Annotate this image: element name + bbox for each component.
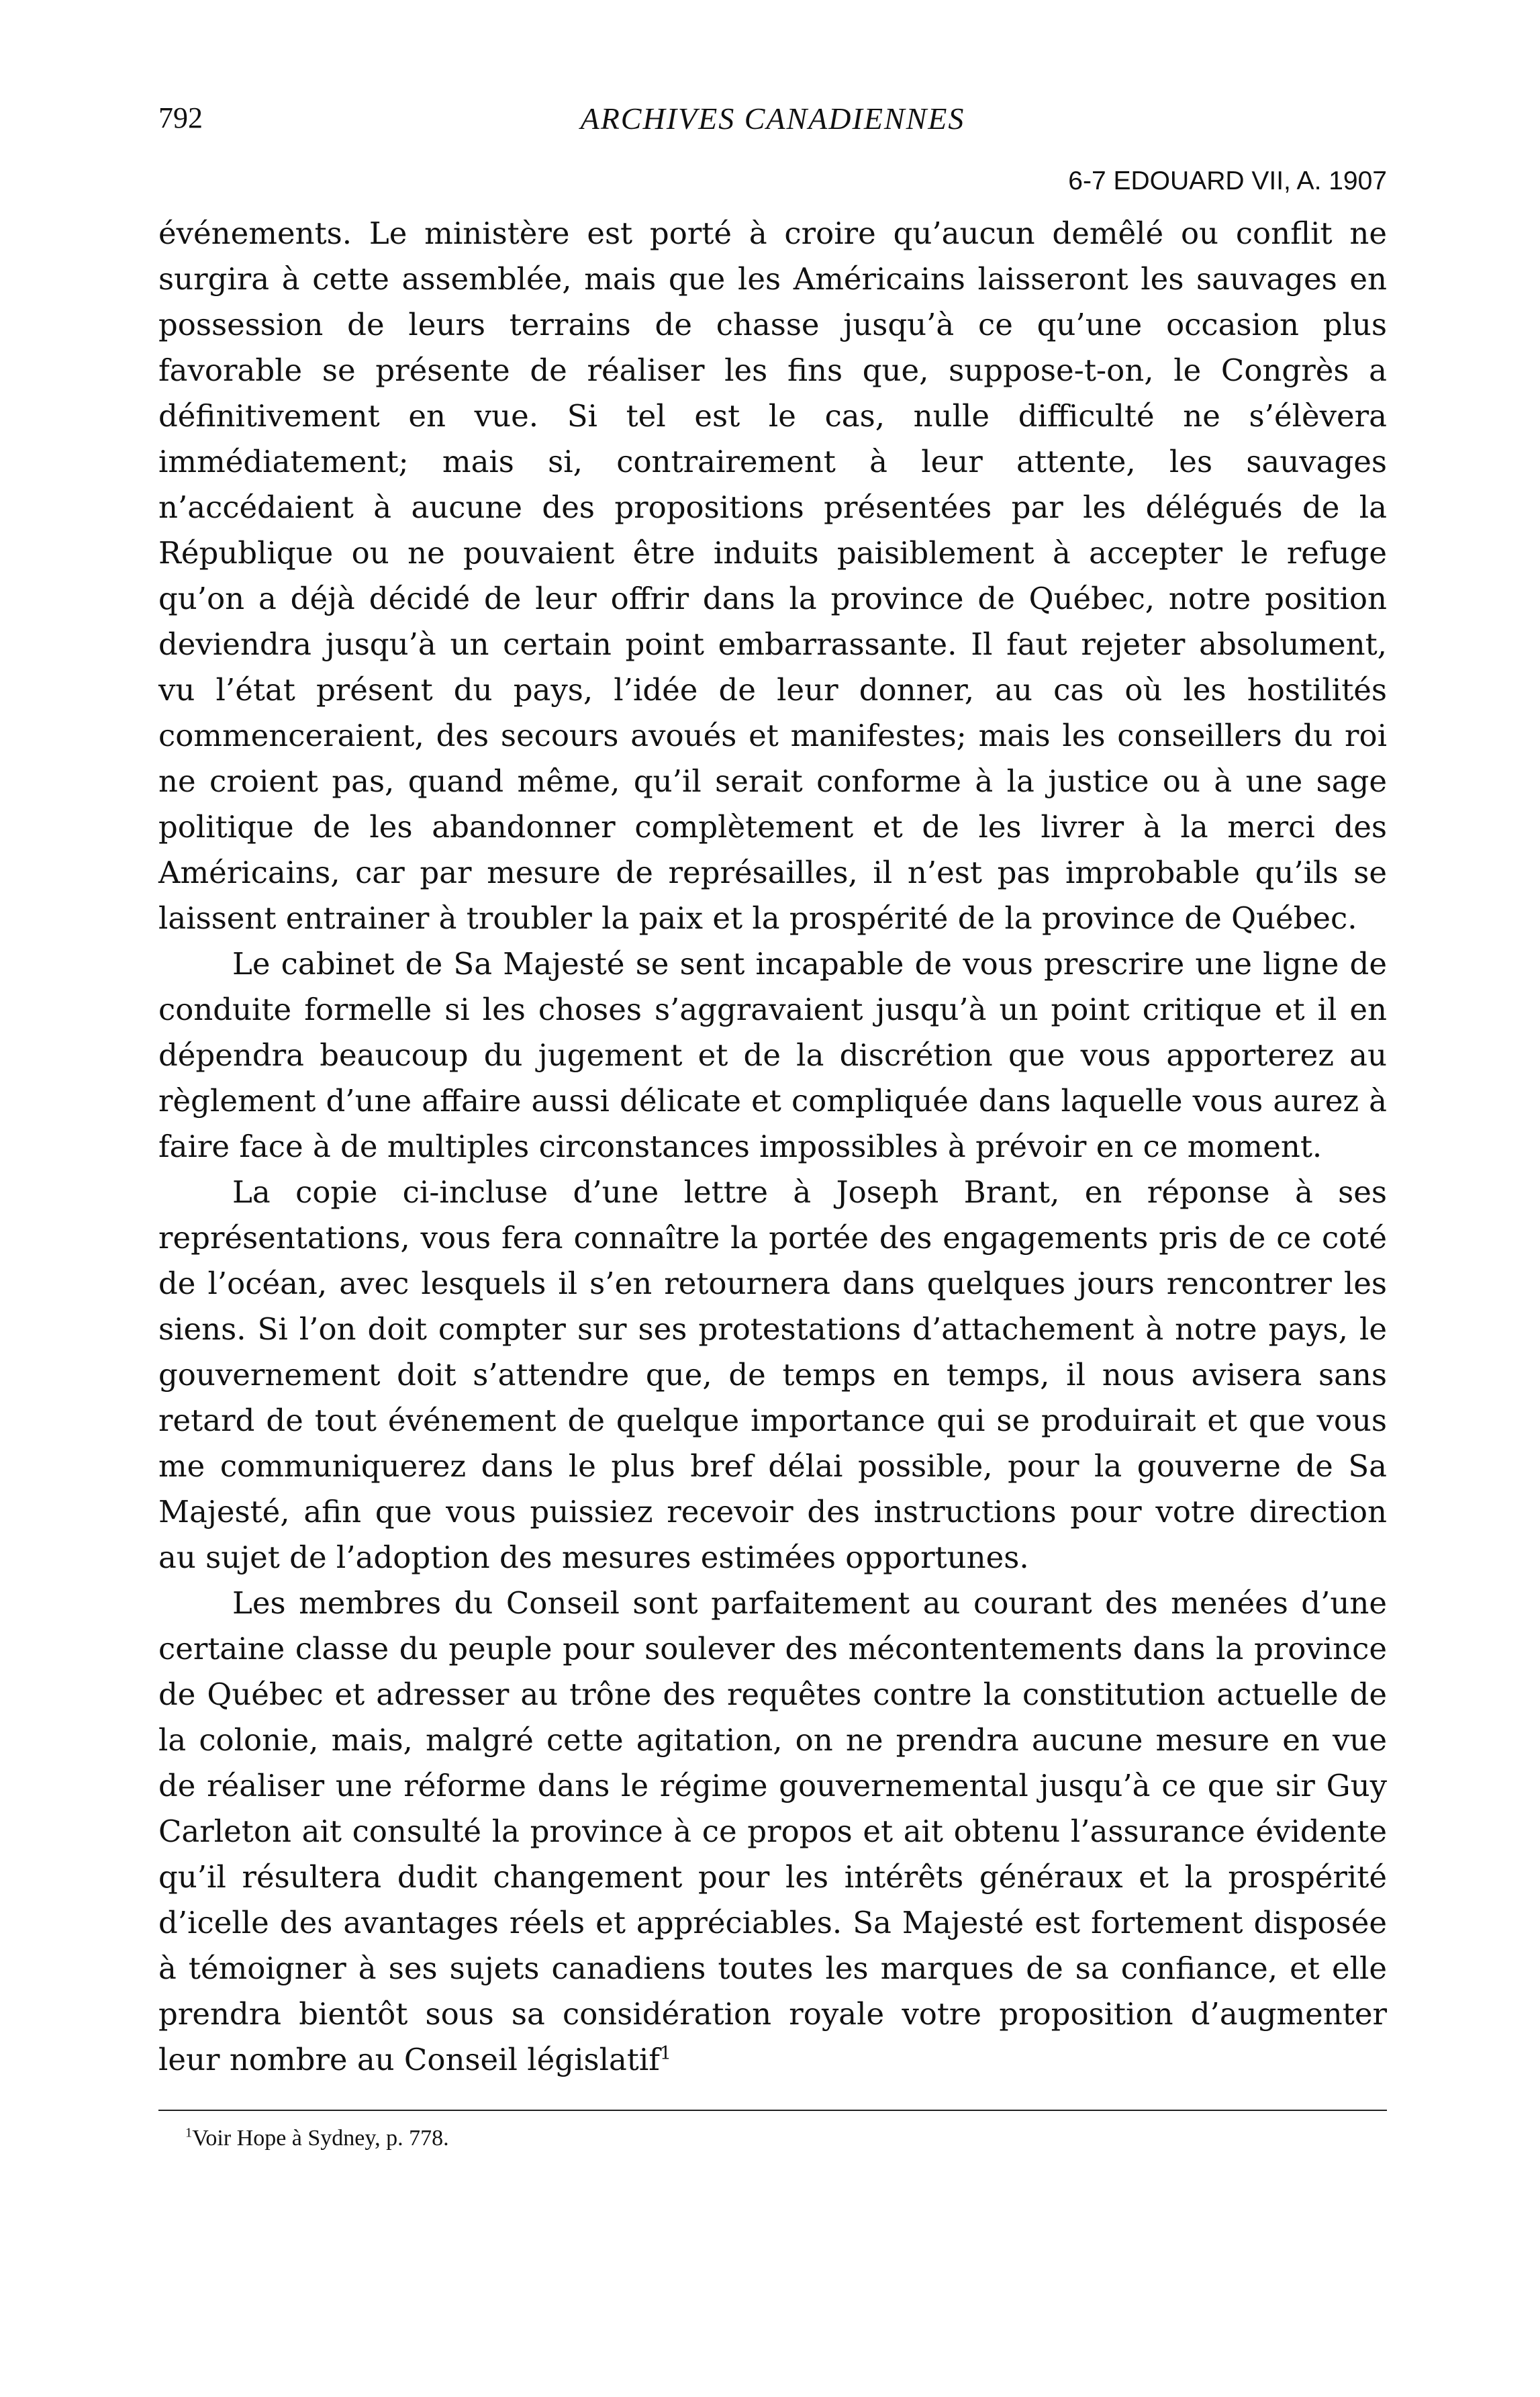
footnote-reference: 1 <box>659 2043 672 2064</box>
paragraph: La copie ci-incluse d’une lettre à Joseph Brant, en réponse à ses représentations, vous fera connaître la portée des engagements pris de ce coté de l’océan, avec lesquels il s’en retournera dans quelques jours rencontrer les siens. Si l’on doit compter sur ses protestations d’attachement à notre pays, le gouvernement doit s’attendre que, de temps en temps, il nous avisera sans retard de tout événement de quelque importance qui se produirait et que vous me communiquerez dans le plus bref délai possible, pour la gouverne de Sa Majesté, afin que vous puissiez recevoir des instructions pour votre direction au sujet de l’adoption des mesures estimées opportunes. <box>158 1174 1387 1575</box>
paragraph <box>158 1581 1387 2083</box>
page-header <box>158 101 1387 141</box>
footnote <box>158 2126 1387 2151</box>
footnote-divider <box>158 2110 1387 2111</box>
page-number: 792 <box>158 101 203 134</box>
footnote-marker: 1 <box>185 2125 193 2141</box>
running-title: ARCHIVES CANADIENNES <box>580 101 965 136</box>
session-label: 6-7 EDOUARD VII, A. 1907 <box>1068 167 1387 195</box>
paragraph: Le cabinet de Sa Majesté se sent incapable de vous prescrire une ligne de conduite formelle si les choses s’aggravaient jusqu’à un point critique et il en dépendra beaucoup du jugement et de la discrétion que vous apporterez au règlement d’une affaire aussi délicate et compliquée dans laquelle vous aurez à faire face à de multiples circonstances impossibles à prévoir en ce moment. <box>158 946 1387 1164</box>
page <box>158 101 1387 2151</box>
paragraph-text: Les membres du Conseil sont parfaitement au courant des menées d’une certaine classe du peuple pour soulever des mécontentements dans la province de Québec et adresser au trône des requêtes contre la constitution actuelle de la colonie, mais, malgré cette agitation, on ne prendra aucune mesure en vue de réaliser une réforme dans le régime gouvernemental jusqu’à ce que sir Guy Carleton ait consulté la province à ce propos et ait obtenu l’assurance évidente qu’il résultera dudit changement pour les intérêts généraux et la prospérité d’icelle des avantages réels et appréciables. Sa Majesté est fortement disposée à témoigner à ses sujets canadiens toutes les marques de sa confiance, et elle prendra bientôt sous sa considération royale votre proposition d’augmenter leur nombre au Conseil législatif <box>158 1585 1387 2077</box>
footnote-text: Voir Hope à Sydney, p. 778. <box>192 2126 449 2151</box>
paragraph: événements. Le ministère est porté à croire qu’aucun demêlé ou conflit ne surgira à cette assemblée, mais que les Américains laisseront les sauvages en possession de leurs terrains de chasse jusqu’à ce qu’une occasion plus favorable se présente de réaliser les fins que, suppose-t-on, le Congrès a définitivement en vue. Si tel est le cas, nulle difficulté ne s’élèvera immédiatement; mais si, contrairement à leur attente, les sauvages n’accédaient à aucune des propositions présentées par les délégués de la République ou ne pouvaient être induits paisiblement à accepter le refuge qu’on a déjà décidé de leur offrir dans la province de Québec, notre position deviendra jusqu’à un certain point embarrassante. Il faut rejeter absolument, vu l’état présent du pays, l’idée de leur donner, au cas où les hostilités commenceraient, des secours avoués et manifestes; mais les conseillers du roi ne croient pas, quand même, qu’il serait conforme à la justice ou à une sage politique de les abandonner complètement et de les livrer à la merci des Américains, car par mesure de représailles, il n’est pas improbable qu’ils se laissent entrainer à troubler la paix et la prospérité de la province de Québec. <box>158 216 1387 936</box>
body-text <box>158 211 1387 2083</box>
